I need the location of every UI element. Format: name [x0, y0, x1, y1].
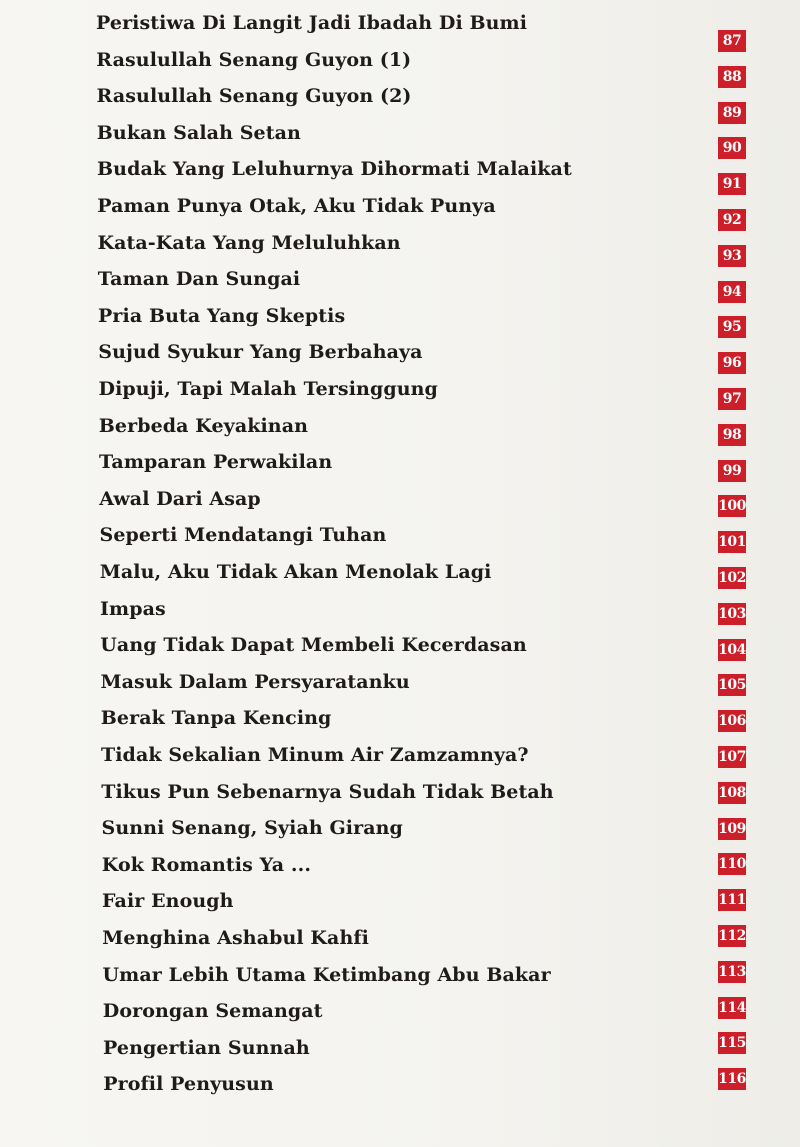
toc-page-number-badge: 103: [718, 603, 746, 625]
toc-entry-title: Taman Dan Sungai: [97, 268, 301, 291]
toc-entry-title: Impas: [100, 597, 166, 620]
toc-page-number-badge: 97: [718, 388, 746, 410]
toc-entry-title: Berak Tanpa Kencing: [100, 707, 332, 730]
toc-entry-title: Umar Lebih Utama Ketimbang Abu Bakar: [102, 963, 551, 986]
toc-page-number-badge: 112: [718, 925, 746, 947]
toc-entry-title: Dipuji, Tapi Malah Tersinggung: [98, 378, 438, 400]
toc-page-number-badge: 110: [718, 853, 746, 875]
toc-entry-title: Tamparan Perwakilan: [99, 451, 333, 474]
toc-page-number-badge: 113: [718, 961, 746, 983]
toc-entry-title: Sunni Senang, Syiah Girang: [101, 817, 403, 840]
toc-page-number-badge: 115: [718, 1032, 746, 1054]
toc-entry-title: Berbeda Keyakinan: [98, 414, 309, 437]
toc-page-number-badge: 87: [718, 30, 746, 52]
toc-page-number-badge: 96: [718, 352, 746, 374]
toc-page-number-badge: 107: [718, 746, 746, 768]
toc-entry-title: Kok Romantis Ya ...: [101, 853, 312, 876]
toc-entry-title: Profil Penyusun: [103, 1073, 274, 1096]
toc-entry-title: Rasulullah Senang Guyon (1): [96, 48, 412, 71]
toc-page-number-badge: 108: [718, 782, 746, 804]
toc-entry-title: Seperti Mendatangi Tuhan: [99, 524, 387, 547]
toc-entry-title: Rasulullah Senang Guyon (2): [96, 85, 412, 108]
toc-entry-title: Bukan Salah Setan: [96, 121, 301, 144]
toc-page-number-badge: 101: [718, 531, 746, 553]
toc-page-number-badge: 90: [718, 137, 746, 159]
toc-entry-title: Paman Punya Otak, Aku Tidak Punya: [97, 195, 496, 217]
toc-entry-title: Budak Yang Leluhurnya Dihormati Malaikat: [97, 158, 572, 181]
toc-page-number-badge: 89: [718, 102, 746, 124]
toc-entry-title: Awal Dari Asap: [99, 487, 261, 510]
toc-entry-title: Peristiwa Di Langit Jadi Ibadah Di Bumi: [96, 12, 528, 34]
toc-page-number-badge: 100: [718, 495, 746, 517]
toc-entry-title: Fair Enough: [102, 890, 234, 913]
toc-entry-title: Pria Buta Yang Skeptis: [98, 304, 346, 327]
toc-entry-title: Kata-Kata Yang Meluluhkan: [97, 231, 401, 254]
toc-page-number-badge: 105: [718, 674, 746, 696]
toc-entry-title: Dorongan Semangat: [102, 1000, 323, 1023]
toc-entry-title: Pengertian Sunnah: [103, 1036, 310, 1059]
toc-page-number-badge: 109: [718, 818, 746, 840]
toc-entry-title: Sujud Syukur Yang Berbahaya: [98, 341, 423, 364]
toc-page-number-badge: 93: [718, 245, 746, 267]
toc-entry-title: Uang Tidak Dapat Membeli Kecerdasan: [100, 634, 527, 657]
toc-page-number-badge: 99: [718, 460, 746, 482]
toc-page-number-badge: 98: [718, 424, 746, 446]
toc-entry-title: Tidak Sekalian Minum Air Zamzamnya?: [101, 744, 529, 766]
toc-page-number-badge: 92: [718, 209, 746, 231]
toc-entry-title: Menghina Ashabul Kahfi: [102, 927, 369, 949]
toc-page-number-badge: 114: [718, 997, 746, 1019]
toc-page-number-badge: 88: [718, 66, 746, 88]
toc-page-number-badge: 95: [718, 316, 746, 338]
toc-entry-title: Malu, Aku Tidak Akan Menolak Lagi: [99, 561, 492, 583]
toc-page-number-badge: 106: [718, 710, 746, 732]
toc-page-number-badge: 111: [718, 889, 746, 911]
toc-page-number-badge: 94: [718, 281, 746, 303]
toc-page-number-badge: 91: [718, 173, 746, 195]
toc-entry-title: Masuk Dalam Persyaratanku: [100, 670, 410, 693]
toc-entry-title: Tikus Pun Sebenarnya Sudah Tidak Betah: [101, 780, 554, 803]
toc-page-number-badge: 102: [718, 567, 746, 589]
toc-page-number-badge: 104: [718, 639, 746, 661]
toc-page-number-badge: 116: [718, 1068, 746, 1090]
